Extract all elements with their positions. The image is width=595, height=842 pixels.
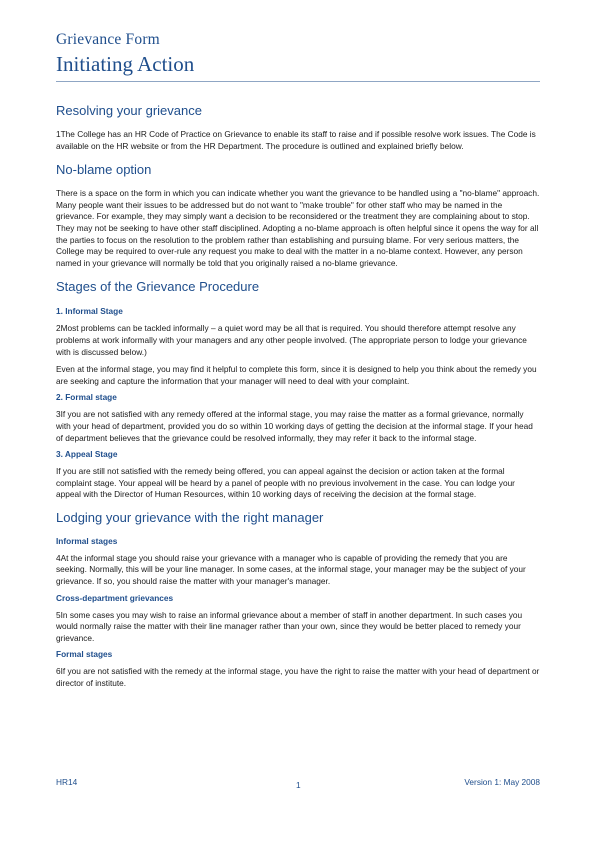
document-page (56, 30, 540, 690)
subheading-informal-stage: 1. Informal Stage (56, 306, 123, 317)
section-heading-stages: Stages of the Grievance Procedure (56, 279, 260, 295)
footer-page-number: 1 (296, 780, 301, 790)
footer-version: Version 1: May 2008 (464, 777, 540, 787)
subheading-appeal-stage: 3. Appeal Stage (56, 449, 118, 460)
paragraph-cross-department-1: 5In some cases you may wish to raise an informal grievance about a member of staff in another department. In such cases you would normally raise the matter with their line manager rather than your own, since they would be better placed to remedy your grievance. (56, 609, 523, 643)
subheading-cross-department: Cross-department grievances (56, 592, 174, 603)
paragraph-lodging-formal-1: 6If you are not satisfied with the remedy at the informal stage, you have the right to raise the matter with your head of department or director of institute. (56, 666, 540, 689)
subheading-formal-stage: 2. Formal stage (56, 392, 117, 403)
paragraph-informal-1: 2Most problems can be tackled informally – a quiet word may be all that is required. You should therefore attempt resolve any problems at work informally with your managers and any other people involved. (The appropriate person to lodge your grievance with is discussed below.) (56, 323, 527, 357)
paragraph-lodging-informal-1: 4At the informal stage you should raise your grievance with a manager who is capable of providing the remedy that you are seeking. Normally, this will be your line manager. In some cases, at the informal stage, your manager may be the subject of your grievance. If so, you should raise the matter with your manager's manager. (56, 552, 526, 587)
subheading-informal-stages: Informal stages (56, 535, 118, 546)
form-kicker: Grievance Form (56, 31, 160, 48)
section-heading-resolving: Resolving your grievance (56, 103, 202, 118)
section-heading-no-blame: No-blame option (56, 162, 152, 178)
footer-form-code: HR14 (56, 777, 78, 787)
section-heading-lodging: Lodging your grievance with the right manager (56, 509, 324, 525)
subheading-formal-stages: Formal stages (56, 649, 113, 660)
page-title: Initiating Action (56, 52, 195, 76)
paragraph-resolving-1: 1The College has an HR Code of Practice on Grievance to enable its staff to raise and if possible resolve work issues. The Code is available on the HR website or from the HR Department. The procedure is outlined and explained briefly below. (56, 129, 536, 151)
paragraph-appeal-1: If you are still not satisfied with the remedy being offered, you can appeal against the decision or action taken at the formal complaint stage. Your appeal will be heard by a panel of people with no previous involvement in the case. You can lodge your appeal with the Director of Human Resources, within 10 working days of receiving the decision at the formal stage. (56, 466, 515, 500)
paragraph-informal-2: Even at the informal stage, you may find it helpful to complete this form, since it is designed to help you think about the remedy you are seeking and capture the information that your manager will need to deal with your complaint. (56, 364, 537, 386)
title-divider (56, 81, 540, 82)
paragraph-formal-1: 3If you are not satisfied with any remedy offered at the informal stage, you may raise the matter as a formal grievance, normally with your head of department, provided you do so within 10 working days of getting the decision at the informal stage. If your head of department believes that the grievance could be resolved informally, they may refer it back to the informal stage. (56, 409, 533, 443)
page-footer (56, 777, 540, 791)
paragraph-no-blame-1: There is a space on the form in which you can indicate whether you want the grievance to be handled using a "no-blame" approach. Many people want their issues to be addressed but do not want to "make trouble" for other staff who may be named in the grievance. For example, they may simply want a decision to be reconsidered or the treatment they are complaining about to stop. They may not be seeking to have other staff disciplined. Adopting a no-blame approach is often helpful since it opens the way for all the parties to focus on the resolution to the problem rather than establishing and pursuing blame. For very serious matters, the College may be required to over-rule any request you make to deal with the matter in a no-blame context. However, any person named in your grievance will normally be told that you originally raised a no-blame grievance. (56, 188, 540, 268)
